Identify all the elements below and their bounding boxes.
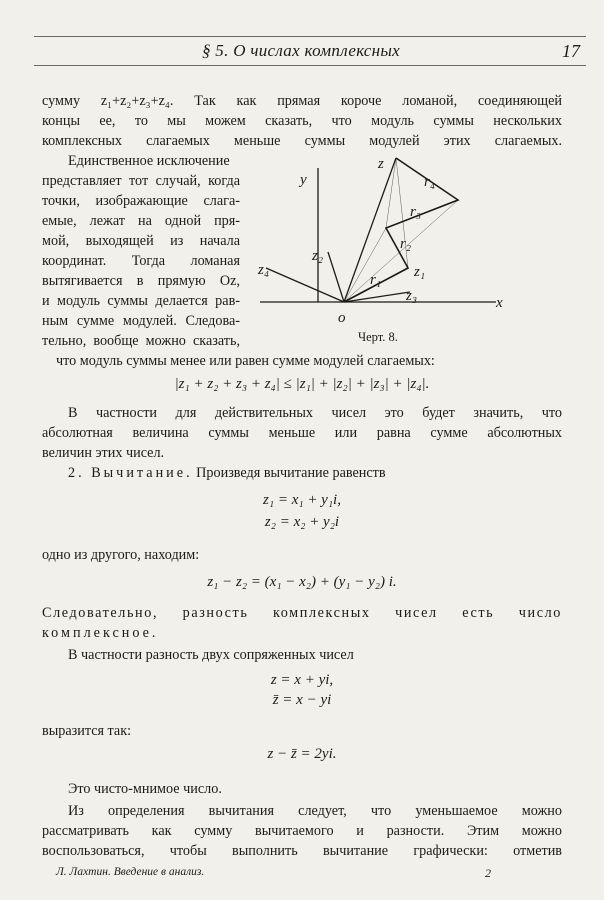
- text-line: рассматривать как сумму вычитаемого и разности. Этим можно: [42, 823, 562, 839]
- formula-conjugate-1: z = x + yi,: [270, 672, 334, 688]
- footer-author: Л. Лахтин. Введение в анализ.: [56, 866, 205, 878]
- formula-modulus-inequality: |z₁ + z₂ + z₃ + z₄| ≤ |z₁| + |z₂| + |z₃| + |z₄|.: [174, 376, 430, 392]
- text-line: выразится так:: [42, 723, 132, 739]
- text-line: Следовательно, разность комплексных чисел есть число: [42, 605, 562, 621]
- figure-8-complex-sum-diagram: [246, 150, 514, 340]
- label-z4: z₄: [258, 262, 270, 278]
- label-y: y: [300, 172, 307, 188]
- text-line: тельно, вообще можно сказать,: [42, 333, 240, 349]
- text-line: сумму z₁+z₂+z₃+z₄. Так как прямая короче ломаной, соединяющей: [42, 93, 562, 109]
- label-z2: z₂: [312, 248, 324, 264]
- formula-difference: z₁ − z₂ = (x₁ − x₂) + (y₁ − y₂) i.: [207, 574, 397, 590]
- label-z3: z₃: [406, 288, 418, 304]
- formula-z1: z₁ = x₁ + y₁i,: [263, 492, 341, 508]
- running-header: [34, 36, 586, 66]
- page-number: 17: [562, 40, 580, 61]
- text-line: и модуль суммы делается рав-: [42, 293, 240, 309]
- chapter-title: § 5. О числах комплексных: [201, 41, 401, 60]
- text-line: мой, выходящей из начала: [42, 233, 240, 249]
- formula-z2: z₂ = x₂ + y₂i: [264, 514, 340, 530]
- text-line: точки, изображающие слага-: [42, 193, 240, 209]
- text-line: вытягивается в прямую Oz,: [42, 273, 240, 289]
- label-r2: r₂: [400, 236, 412, 252]
- text-line: координат. Тогда ломаная: [42, 253, 240, 269]
- text-line: концы ее, то мы можем сказать, что модуль суммы нескольких: [42, 113, 562, 129]
- text-line: одно из другого, находим:: [42, 547, 200, 563]
- vector-z2: [328, 252, 344, 302]
- text-line: Единственное исключение: [68, 153, 230, 169]
- label-origin: o: [338, 310, 346, 326]
- text-line: Это чисто-мнимое число.: [68, 781, 222, 797]
- section-line: [68, 464, 386, 482]
- label-r3: r₃: [410, 204, 422, 220]
- text-line: В частности для действительных чисел это будет значить, что: [68, 405, 562, 421]
- polyline-r1-r4: [344, 158, 458, 302]
- text-line: комплексное.: [42, 625, 159, 641]
- subtraction-heading: 2. Вычитание.: [68, 465, 193, 481]
- guide-line: [386, 158, 396, 228]
- text-line: В частности разность двух сопряженных чисел: [68, 647, 354, 663]
- printer-signature-mark: 2: [485, 866, 491, 880]
- text-line: ным сумме модулей. Следова-: [42, 313, 240, 329]
- text-line: емые, лежат на одной пря-: [42, 213, 240, 229]
- vector-z4: [266, 268, 344, 302]
- label-z1: z₁: [414, 264, 426, 280]
- label-z: z: [378, 156, 384, 172]
- formula-conjugate-difference: z − z̄ = 2yi.: [267, 746, 337, 762]
- label-x: x: [496, 295, 503, 311]
- label-r1: r₁: [370, 272, 382, 288]
- text-line: что модуль суммы менее или равен сумме модулей слагаемых:: [56, 353, 435, 369]
- text-line: абсолютная величина суммы меньше или равна сумме абсолютных: [42, 425, 562, 441]
- text-line: представляет тот случай, когда: [42, 173, 240, 189]
- figure-caption: Черт. 8.: [358, 330, 398, 344]
- text-line: величин этих чисел.: [42, 445, 165, 461]
- formula-conjugate-2: z̄ = x − yi: [272, 692, 332, 708]
- text-line: комплексных слагаемых меньше суммы модулей этих слагаемых.: [42, 133, 562, 149]
- text-line: Из определения вычитания следует, что уменьшаемое можно: [68, 803, 562, 819]
- subtraction-intro: Произведя вычитание равенств: [196, 465, 386, 481]
- label-r4: r₄: [424, 174, 436, 190]
- text-line: воспользоваться, чтобы выполнить вычитание графически: отметив: [42, 843, 562, 859]
